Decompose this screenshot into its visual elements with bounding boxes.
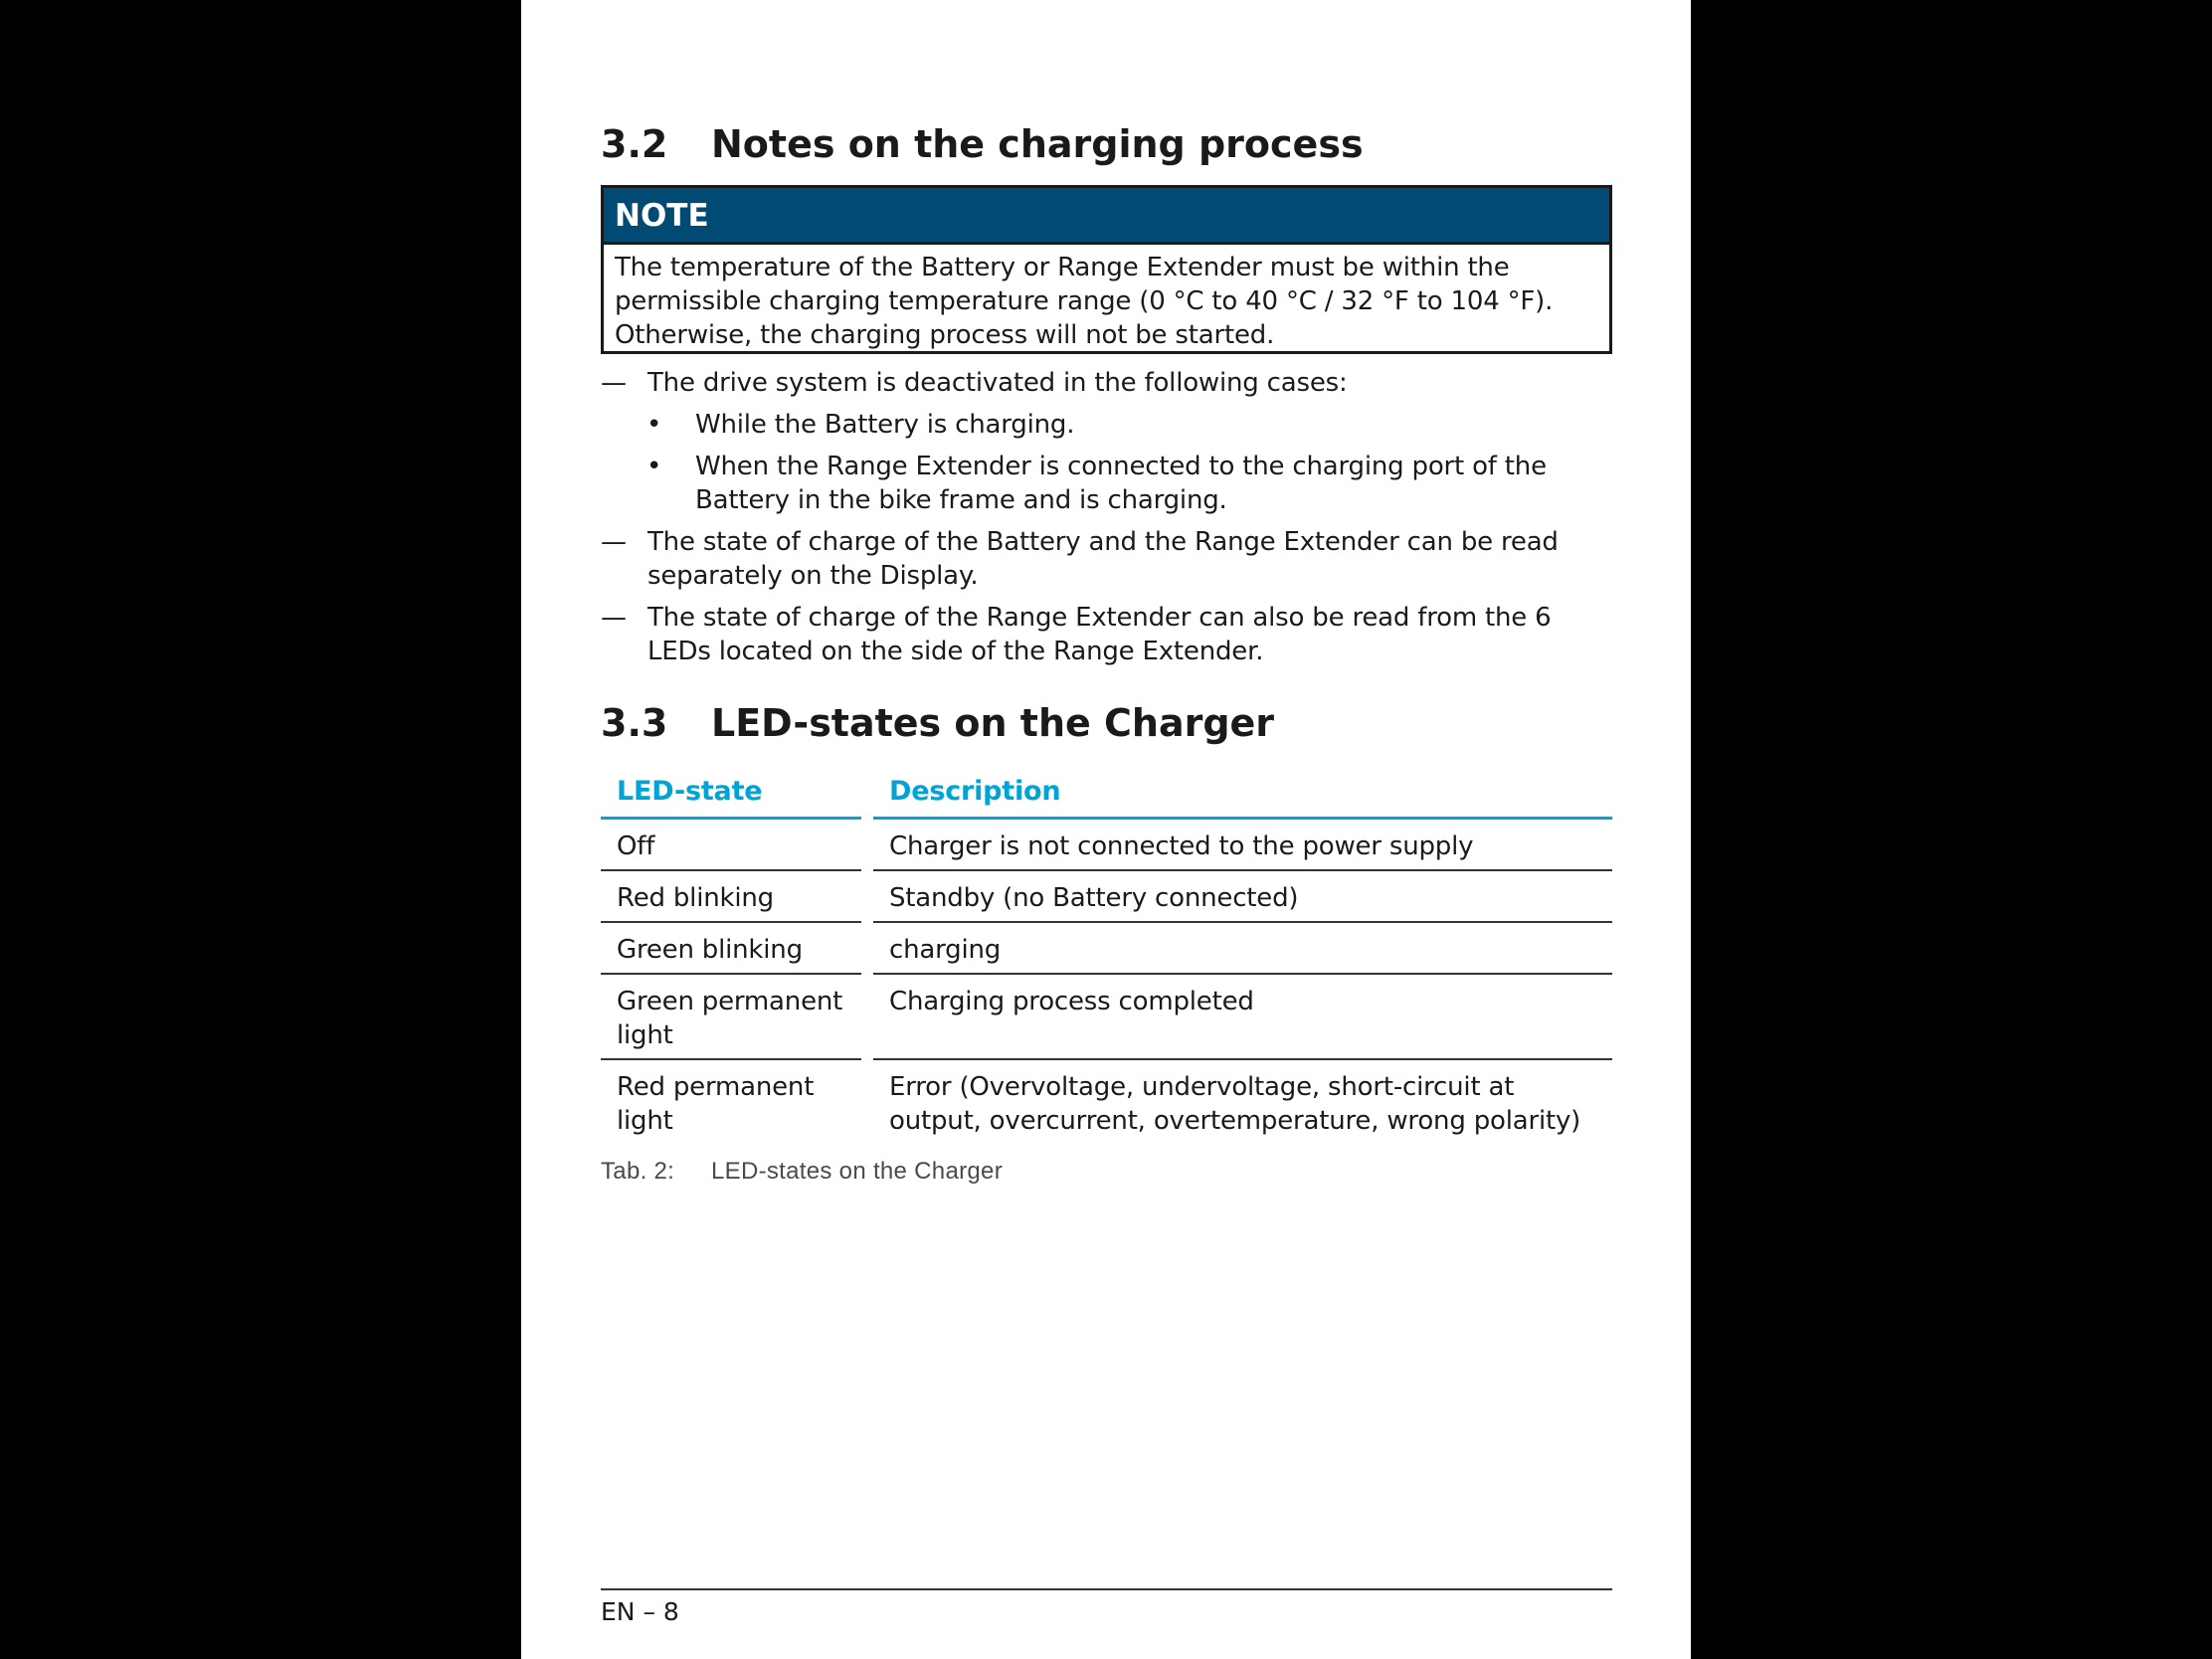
sub-list-item: • When the Range Extender is connected to the charging port of the Battery in the bike frame and is charging.: [646, 452, 1547, 515]
table-row: Red permanent light Error (Overvoltage, undervoltage, short-circuit at output, overcurrent, overtemperature, wrong polarity): [617, 1072, 1581, 1136]
column-header-description: Description: [873, 770, 1612, 820]
table-row: Red blinking Standby (no Battery connected): [601, 871, 1612, 923]
page-number: EN – 8: [601, 1597, 679, 1626]
notes-list: [601, 366, 1612, 676]
sub-list-item: • While the Battery is charging.: [646, 410, 1075, 440]
document-page: [521, 0, 1691, 1659]
table-caption: Tab. 2: LED-states on the Charger: [601, 1158, 1003, 1185]
list-item: — The state of charge of the Range Extender can also be read from the 6 LEDs located on the side of the Range Extender.: [601, 603, 1552, 666]
column-header-led-state: LED-state: [601, 770, 861, 820]
list-item: — The state of charge of the Battery and the Range Extender can be read separately on the Display.: [601, 527, 1559, 591]
note-box: [601, 185, 1612, 354]
table-row: Green permanent light Charging process completed: [601, 975, 1612, 1060]
section-heading-3-2: 3.2 Notes on the charging process: [601, 122, 1364, 166]
footer-divider: [601, 1588, 1612, 1590]
led-states-table: [601, 770, 1612, 1144]
note-text: The temperature of the Battery or Range Extender must be within the permissible charging temperature range (0 °C to 40 °C / 32 °F to 104 °F). Otherwise, the charging process will not be started.: [615, 253, 1554, 350]
table-header-row: [601, 770, 1612, 820]
list-item: — The drive system is deactivated in the following cases:: [601, 368, 1348, 398]
section-heading-3-3: 3.3 LED-states on the Charger: [601, 701, 1275, 745]
note-label: NOTE: [604, 188, 1609, 245]
table-row: Off Charger is not connected to the power supply: [601, 820, 1612, 871]
table-row: Green blinking charging: [601, 923, 1612, 975]
